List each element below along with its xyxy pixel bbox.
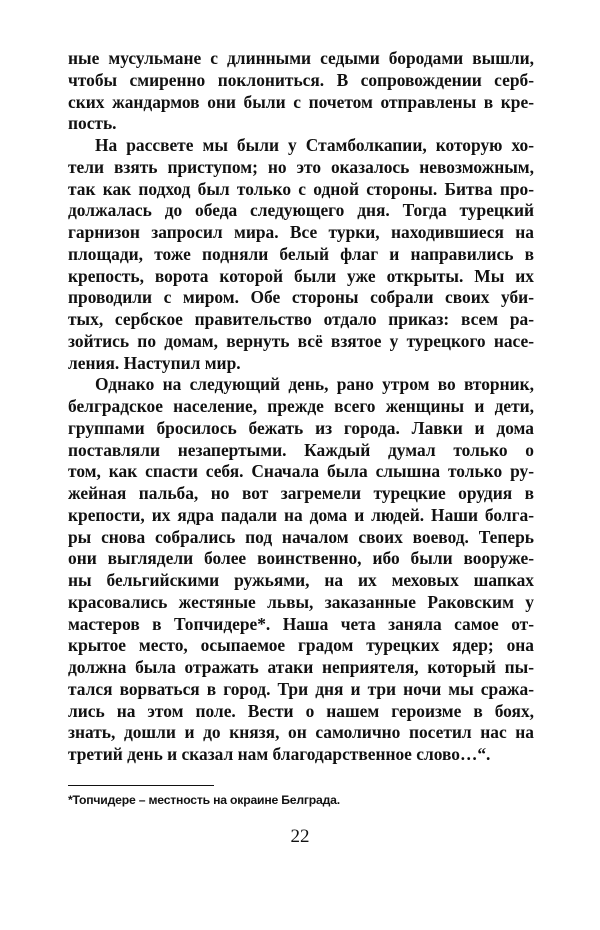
text-line: крытое место, осыпаемое градом турецких ядер; она bbox=[68, 635, 534, 656]
text-line: красовались жестяные львы, заказанные Раковским у bbox=[68, 591, 534, 612]
text-line: поставляли незапертыми. Каждый думал только о bbox=[68, 439, 534, 460]
text-line: тался ворваться в город. Три дня и три ночи мы сража- bbox=[68, 678, 534, 699]
text-line: На рассвете мы были у Стамболкапии, которую хо- bbox=[95, 135, 534, 155]
paragraph bbox=[68, 374, 534, 766]
text-line: должалась до обеда следующего дня. Тогда турецкий bbox=[68, 200, 534, 221]
text-line: ные мусульмане с длинными седыми бородами вышли, bbox=[68, 48, 534, 68]
page-body bbox=[68, 48, 534, 766]
text-line: ских жандармов они были с почетом отправлены в кре- bbox=[68, 91, 534, 112]
text-line: чтобы смиренно поклониться. В сопровождении серб- bbox=[68, 69, 534, 90]
paragraph bbox=[68, 48, 534, 135]
paragraph bbox=[68, 135, 534, 374]
text-line: они выглядели более воинственно, ибо были вооруже- bbox=[68, 548, 534, 569]
text-line: крепость, ворота которой были уже открыты. Мы их bbox=[68, 265, 534, 286]
text-line: ры снова собрались под началом своих воевод. Теперь bbox=[68, 526, 534, 547]
text-line: том, как спасти себя. Сначала была слышна только ру- bbox=[68, 461, 534, 482]
text-line: мастеров в Топчидере*. Наша чета заняла самое от- bbox=[68, 613, 534, 634]
text-line: белградское население, прежде всего женщины и дети, bbox=[68, 396, 534, 416]
text-line: группами бросилось бежать из города. Лавки и дома bbox=[68, 417, 534, 438]
text-line: крепости, их ядра падали на дома и людей. Наши болга- bbox=[68, 504, 534, 525]
text-line: Однако на следующий день, рано утром во вторник, bbox=[95, 374, 534, 395]
text-line: лись на этом поле. Вести о нашем героизме в боях, bbox=[68, 700, 534, 721]
footnote-divider bbox=[68, 785, 214, 786]
footnote: *Топчидере – местность на окраине Белграда. bbox=[68, 793, 340, 807]
text-line: третий день и сказал нам благодарственное слово…“. bbox=[68, 744, 491, 764]
text-line: площади, тоже подняли белый флаг и направились в bbox=[68, 243, 534, 264]
text-line: проводили с миром. Обе стороны собрали своих уби- bbox=[68, 287, 534, 308]
text-line: жейная пальба, но вот загремели турецкие орудия в bbox=[68, 483, 534, 503]
text-line: так как подход был только с одной стороны. Битва про- bbox=[68, 178, 534, 199]
text-line: знать, дошли и до князя, он самолично посетил нас на bbox=[68, 722, 534, 743]
text-line: ления. Наступил мир. bbox=[68, 352, 241, 373]
page-number: 22 bbox=[290, 826, 310, 847]
text-line: тели взять приступом; но это оказалось невозможным, bbox=[68, 156, 534, 177]
text-line: должна была отражать атаки неприятеля, который пы- bbox=[68, 657, 534, 677]
text-line: пость. bbox=[68, 113, 117, 134]
text-line: зойтись по домам, вернуть всё взятое у турецкого насе- bbox=[68, 330, 534, 351]
text-line: тых, сербское правительство отдало приказ: всем ра- bbox=[68, 309, 534, 329]
text-line: ны бельгийскими ружьями, на их меховых шапках bbox=[68, 570, 534, 590]
text-line: гарнизон запросил мира. Все турки, находившиеся на bbox=[68, 222, 534, 242]
